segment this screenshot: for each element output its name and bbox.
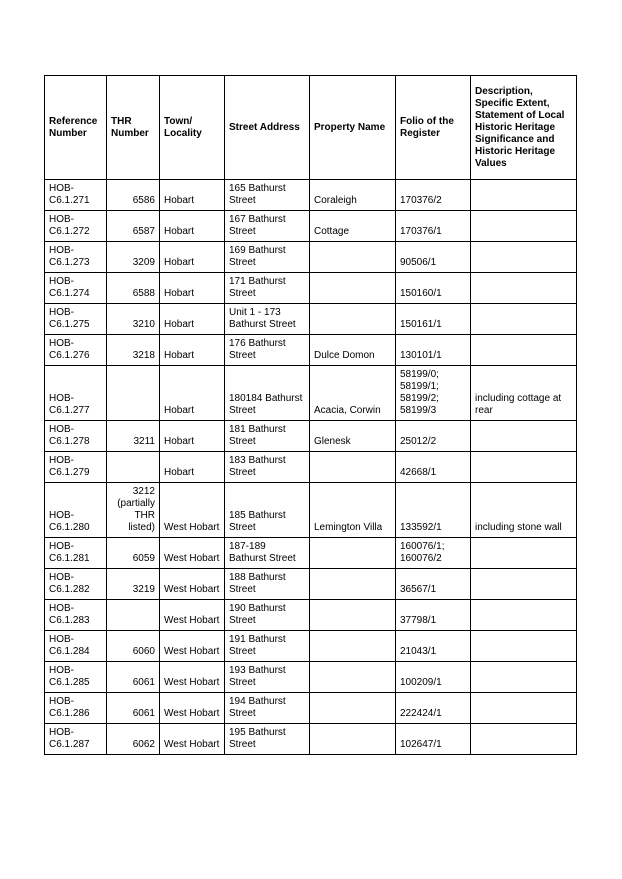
reference-cell: HOB-C6.1.286 bbox=[45, 693, 107, 724]
address-cell: 165 Bathurst Street bbox=[225, 180, 310, 211]
address-cell: 181 Bathurst Street bbox=[225, 421, 310, 452]
thr-cell: 3209 bbox=[107, 242, 160, 273]
table-row bbox=[45, 180, 577, 211]
reference-cell: HOB-C6.1.280 bbox=[45, 483, 107, 538]
address-cell: 169 Bathurst Street bbox=[225, 242, 310, 273]
property-cell bbox=[310, 242, 396, 273]
town-cell: Hobart bbox=[160, 452, 225, 483]
reference-cell: HOB-C6.1.285 bbox=[45, 662, 107, 693]
table-row bbox=[45, 335, 577, 366]
town-cell: Hobart bbox=[160, 211, 225, 242]
header-row bbox=[45, 76, 577, 180]
heritage-register-table bbox=[44, 75, 577, 755]
header-street-address: Street Address bbox=[225, 76, 310, 180]
property-cell: Cottage bbox=[310, 211, 396, 242]
property-cell bbox=[310, 273, 396, 304]
thr-cell: 3218 bbox=[107, 335, 160, 366]
description-cell bbox=[471, 724, 577, 755]
property-cell bbox=[310, 538, 396, 569]
table-row bbox=[45, 662, 577, 693]
reference-cell: HOB-C6.1.283 bbox=[45, 600, 107, 631]
property-cell bbox=[310, 304, 396, 335]
property-cell bbox=[310, 600, 396, 631]
reference-cell: HOB-C6.1.275 bbox=[45, 304, 107, 335]
folio-cell: 160076/1; 160076/2 bbox=[396, 538, 471, 569]
description-cell bbox=[471, 304, 577, 335]
table-row bbox=[45, 724, 577, 755]
table-row bbox=[45, 452, 577, 483]
folio-cell: 100209/1 bbox=[396, 662, 471, 693]
reference-cell: HOB-C6.1.271 bbox=[45, 180, 107, 211]
header-thr-number: THR Number bbox=[107, 76, 160, 180]
folio-cell: 58199/0; 58199/1; 58199/2; 58199/3 bbox=[396, 366, 471, 421]
description-cell bbox=[471, 600, 577, 631]
address-cell: 183 Bathurst Street bbox=[225, 452, 310, 483]
header-property-name: Property Name bbox=[310, 76, 396, 180]
description-cell bbox=[471, 421, 577, 452]
header-town-locality: Town/ Locality bbox=[160, 76, 225, 180]
description-cell bbox=[471, 538, 577, 569]
table-row bbox=[45, 631, 577, 662]
thr-cell: 6062 bbox=[107, 724, 160, 755]
reference-cell: HOB-C6.1.277 bbox=[45, 366, 107, 421]
reference-cell: HOB-C6.1.278 bbox=[45, 421, 107, 452]
folio-cell: 170376/1 bbox=[396, 211, 471, 242]
reference-cell: HOB-C6.1.274 bbox=[45, 273, 107, 304]
table-row bbox=[45, 569, 577, 600]
reference-cell: HOB-C6.1.279 bbox=[45, 452, 107, 483]
table-row bbox=[45, 273, 577, 304]
town-cell: West Hobart bbox=[160, 569, 225, 600]
description-cell: including stone wall bbox=[471, 483, 577, 538]
address-cell: 188 Bathurst Street bbox=[225, 569, 310, 600]
header-folio: Folio of the Register bbox=[396, 76, 471, 180]
thr-cell: 6061 bbox=[107, 662, 160, 693]
thr-cell: 6060 bbox=[107, 631, 160, 662]
address-cell: 176 Bathurst Street bbox=[225, 335, 310, 366]
folio-cell: 42668/1 bbox=[396, 452, 471, 483]
description-cell bbox=[471, 631, 577, 662]
description-cell bbox=[471, 211, 577, 242]
address-cell: 194 Bathurst Street bbox=[225, 693, 310, 724]
thr-cell bbox=[107, 366, 160, 421]
header-description: Description, Specific Extent, Statement of Local Historic Heritage Significance and Historic Heritage Values bbox=[471, 76, 577, 180]
table-row bbox=[45, 421, 577, 452]
property-cell bbox=[310, 569, 396, 600]
thr-cell: 6587 bbox=[107, 211, 160, 242]
description-cell bbox=[471, 452, 577, 483]
address-cell: 191 Bathurst Street bbox=[225, 631, 310, 662]
town-cell: West Hobart bbox=[160, 600, 225, 631]
reference-cell: HOB-C6.1.272 bbox=[45, 211, 107, 242]
reference-cell: HOB-C6.1.276 bbox=[45, 335, 107, 366]
thr-cell: 6588 bbox=[107, 273, 160, 304]
table-body bbox=[45, 180, 577, 755]
folio-cell: 150160/1 bbox=[396, 273, 471, 304]
property-cell: Acacia, Corwin bbox=[310, 366, 396, 421]
table-row bbox=[45, 538, 577, 569]
property-cell bbox=[310, 693, 396, 724]
property-cell: Coraleigh bbox=[310, 180, 396, 211]
description-cell bbox=[471, 693, 577, 724]
thr-cell bbox=[107, 452, 160, 483]
town-cell: West Hobart bbox=[160, 662, 225, 693]
town-cell: West Hobart bbox=[160, 483, 225, 538]
description-cell bbox=[471, 273, 577, 304]
property-cell: Glenesk bbox=[310, 421, 396, 452]
town-cell: Hobart bbox=[160, 304, 225, 335]
description-cell bbox=[471, 180, 577, 211]
address-cell: 167 Bathurst Street bbox=[225, 211, 310, 242]
folio-cell: 37798/1 bbox=[396, 600, 471, 631]
folio-cell: 130101/1 bbox=[396, 335, 471, 366]
folio-cell: 102647/1 bbox=[396, 724, 471, 755]
folio-cell: 222424/1 bbox=[396, 693, 471, 724]
town-cell: Hobart bbox=[160, 180, 225, 211]
property-cell: Dulce Domon bbox=[310, 335, 396, 366]
reference-cell: HOB-C6.1.281 bbox=[45, 538, 107, 569]
property-cell bbox=[310, 662, 396, 693]
folio-cell: 36567/1 bbox=[396, 569, 471, 600]
address-cell: Unit 1 - 173 Bathurst Street bbox=[225, 304, 310, 335]
address-cell: 190 Bathurst Street bbox=[225, 600, 310, 631]
town-cell: Hobart bbox=[160, 366, 225, 421]
town-cell: West Hobart bbox=[160, 631, 225, 662]
folio-cell: 25012/2 bbox=[396, 421, 471, 452]
thr-cell: 3212 (partially THR listed) bbox=[107, 483, 160, 538]
town-cell: West Hobart bbox=[160, 724, 225, 755]
folio-cell: 90506/1 bbox=[396, 242, 471, 273]
thr-cell: 6061 bbox=[107, 693, 160, 724]
thr-cell: 6059 bbox=[107, 538, 160, 569]
description-cell bbox=[471, 662, 577, 693]
description-cell bbox=[471, 569, 577, 600]
address-cell: 193 Bathurst Street bbox=[225, 662, 310, 693]
description-cell bbox=[471, 335, 577, 366]
thr-cell: 3211 bbox=[107, 421, 160, 452]
address-cell: 180184 Bathurst Street bbox=[225, 366, 310, 421]
table-row bbox=[45, 366, 577, 421]
town-cell: Hobart bbox=[160, 242, 225, 273]
property-cell bbox=[310, 724, 396, 755]
reference-cell: HOB-C6.1.284 bbox=[45, 631, 107, 662]
description-cell bbox=[471, 242, 577, 273]
reference-cell: HOB-C6.1.273 bbox=[45, 242, 107, 273]
property-cell bbox=[310, 631, 396, 662]
folio-cell: 150161/1 bbox=[396, 304, 471, 335]
table-row bbox=[45, 304, 577, 335]
address-cell: 195 Bathurst Street bbox=[225, 724, 310, 755]
header-reference-number: Reference Number bbox=[45, 76, 107, 180]
town-cell: Hobart bbox=[160, 335, 225, 366]
folio-cell: 170376/2 bbox=[396, 180, 471, 211]
folio-cell: 133592/1 bbox=[396, 483, 471, 538]
folio-cell: 21043/1 bbox=[396, 631, 471, 662]
thr-cell: 6586 bbox=[107, 180, 160, 211]
address-cell: 187-189 Bathurst Street bbox=[225, 538, 310, 569]
thr-cell: 3219 bbox=[107, 569, 160, 600]
property-cell: Lemington Villa bbox=[310, 483, 396, 538]
address-cell: 185 Bathurst Street bbox=[225, 483, 310, 538]
table-row bbox=[45, 483, 577, 538]
address-cell: 171 Bathurst Street bbox=[225, 273, 310, 304]
table-row bbox=[45, 211, 577, 242]
town-cell: Hobart bbox=[160, 421, 225, 452]
town-cell: Hobart bbox=[160, 273, 225, 304]
town-cell: West Hobart bbox=[160, 693, 225, 724]
table-row bbox=[45, 600, 577, 631]
table-row bbox=[45, 693, 577, 724]
property-cell bbox=[310, 452, 396, 483]
thr-cell: 3210 bbox=[107, 304, 160, 335]
thr-cell bbox=[107, 600, 160, 631]
reference-cell: HOB-C6.1.282 bbox=[45, 569, 107, 600]
table-row bbox=[45, 242, 577, 273]
reference-cell: HOB-C6.1.287 bbox=[45, 724, 107, 755]
town-cell: West Hobart bbox=[160, 538, 225, 569]
description-cell: including cottage at rear bbox=[471, 366, 577, 421]
